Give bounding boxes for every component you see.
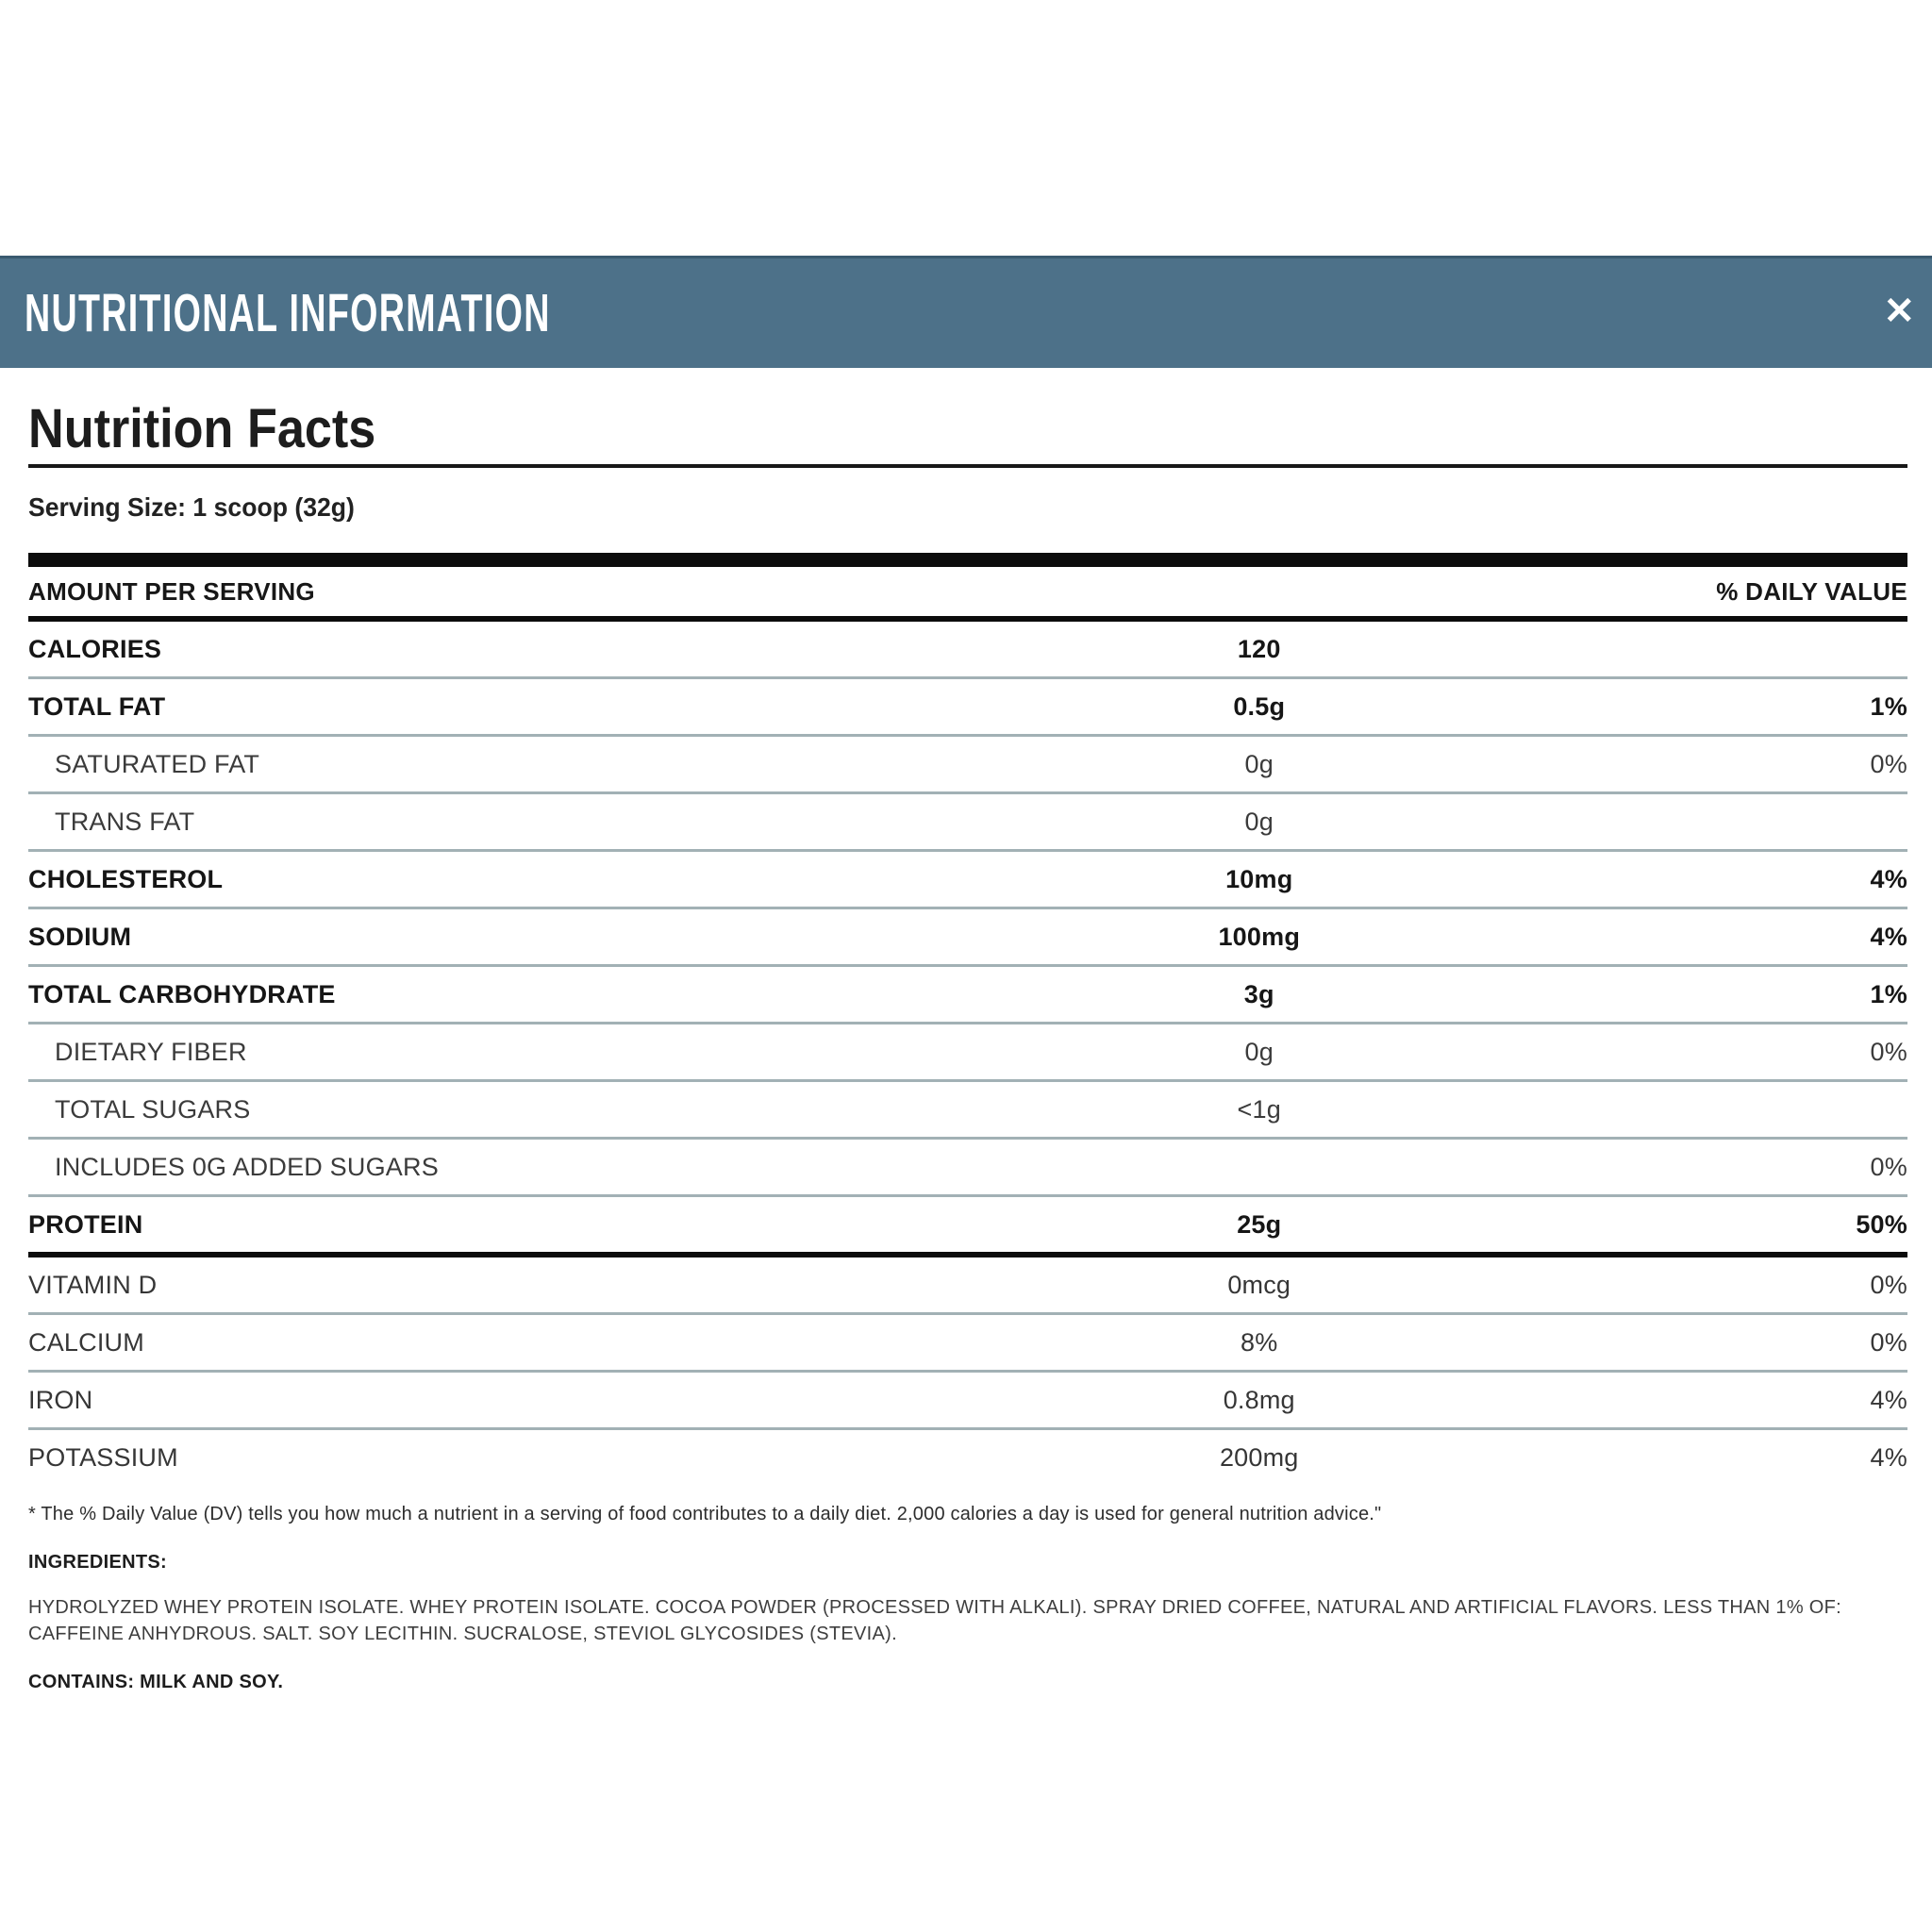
nutrient-dv: 1% xyxy=(1870,691,1907,721)
nutrient-amount: 0g xyxy=(1244,749,1274,778)
table-row-saturated-fat xyxy=(28,737,1907,794)
modal-header xyxy=(0,256,1932,368)
nutrient-dv: 0% xyxy=(1870,1037,1907,1066)
nutrient-amount: 0mcg xyxy=(1227,1270,1291,1299)
nutrient-name: CHOLESTEROL xyxy=(28,864,224,893)
nutrient-name: VITAMIN D xyxy=(28,1270,158,1299)
nutrient-name: CALORIES xyxy=(28,634,162,663)
nutrient-amount: 0.8mg xyxy=(1223,1385,1295,1414)
table-header-row xyxy=(28,567,1907,616)
nutrient-dv: 4% xyxy=(1870,1385,1907,1414)
nutrient-dv: 0% xyxy=(1870,1270,1907,1299)
title-underline xyxy=(28,464,1907,468)
table-row-calories xyxy=(28,622,1907,679)
nutrient-amount: 100mg xyxy=(1218,922,1301,951)
nutrition-facts-title: Nutrition Facts xyxy=(28,398,376,459)
nutrient-name: TOTAL CARBOHYDRATE xyxy=(28,979,336,1008)
nutrient-dv: 0% xyxy=(1870,749,1907,778)
nutrient-amount: 25g xyxy=(1237,1209,1282,1239)
nutrient-name: DIETARY FIBER xyxy=(55,1037,247,1066)
nutrient-dv: 4% xyxy=(1870,864,1907,893)
nutrient-name: TOTAL SUGARS xyxy=(55,1094,251,1124)
daily-value-footnote: * The % Daily Value (DV) tells you how much a nutrient in a serving of food contributes to a daily diet. 2,000 calories a day is used for general nutrition advice." xyxy=(28,1504,1382,1524)
table-row-added-sugars xyxy=(28,1140,1907,1197)
table-row-trans-fat xyxy=(28,794,1907,852)
daily-value-header: % DAILY VALUE xyxy=(1716,576,1907,606)
nutrient-name: PROTEIN xyxy=(28,1209,143,1239)
nutrient-dv: 0% xyxy=(1870,1327,1907,1357)
separator-thick xyxy=(28,553,1907,567)
nutrient-amount: 0.5g xyxy=(1233,691,1286,721)
modal-title: NUTRITIONAL INFORMATION xyxy=(25,283,551,343)
nutrient-name: SODIUM xyxy=(28,922,132,951)
ingredients-text: HYDROLYZED WHEY PROTEIN ISOLATE. WHEY PROTEIN ISOLATE. COCOA POWDER (PROCESSED WITH ALKALI). SPRAY DRIED COFFEE, NATURAL AND ARTIFICIAL FLAVORS. LESS THAN 1% OF: CAFFEINE ANHYDROUS. SALT. SOY LECITHIN. SUCRALOSE, STEVIOL GLYCOSIDES (STEVIA). xyxy=(28,1597,1841,1644)
nutrient-amount: 0g xyxy=(1244,807,1274,836)
amount-per-serving-header: AMOUNT PER SERVING xyxy=(28,576,315,606)
nutrient-dv: 4% xyxy=(1870,1442,1907,1472)
nutrient-name: POTASSIUM xyxy=(28,1442,178,1472)
nutrient-name: SATURATED FAT xyxy=(55,749,260,778)
nutrient-name: TOTAL FAT xyxy=(28,691,166,721)
nutrient-amount: 120 xyxy=(1237,634,1281,663)
nutrient-dv: 1% xyxy=(1870,979,1907,1008)
table-row-protein xyxy=(28,1197,1907,1252)
nutrient-amount: <1g xyxy=(1237,1094,1281,1124)
table-row-cholesterol xyxy=(28,852,1907,909)
nutrient-dv: 0% xyxy=(1870,1152,1907,1181)
nutrient-name: INCLUDES 0G ADDED SUGARS xyxy=(55,1152,439,1181)
table-row-total-sugars xyxy=(28,1082,1907,1140)
nutrition-panel xyxy=(0,368,1932,1693)
nutrient-name: IRON xyxy=(28,1385,93,1414)
close-icon[interactable]: ✕ xyxy=(1875,285,1923,338)
table-row-total-fat xyxy=(28,679,1907,737)
nutrient-name: CALCIUM xyxy=(28,1327,144,1357)
table-row-dietary-fiber xyxy=(28,1024,1907,1082)
nutrient-amount: 10mg xyxy=(1225,864,1293,893)
serving-size: Serving Size: 1 scoop (32g) xyxy=(28,492,355,522)
nutrient-amount: 200mg xyxy=(1219,1442,1299,1472)
nutrient-amount: 0g xyxy=(1244,1037,1274,1066)
allergen-statement: CONTAINS: MILK AND SOY. xyxy=(28,1672,284,1692)
table-row-sodium xyxy=(28,909,1907,967)
nutrient-amount: 3g xyxy=(1243,979,1274,1008)
table-row-total-carbohydrate xyxy=(28,967,1907,1024)
nutrient-dv: 50% xyxy=(1856,1209,1907,1239)
nutrient-name: TRANS FAT xyxy=(55,807,195,836)
table-row-iron xyxy=(28,1373,1907,1430)
table-row-calcium xyxy=(28,1315,1907,1373)
table-row-potassium xyxy=(28,1430,1907,1485)
nutrient-amount: 8% xyxy=(1241,1327,1278,1357)
ingredients-heading: INGREDIENTS: xyxy=(28,1552,167,1573)
nutrient-dv: 4% xyxy=(1870,922,1907,951)
table-row-vitamin-d xyxy=(28,1257,1907,1315)
